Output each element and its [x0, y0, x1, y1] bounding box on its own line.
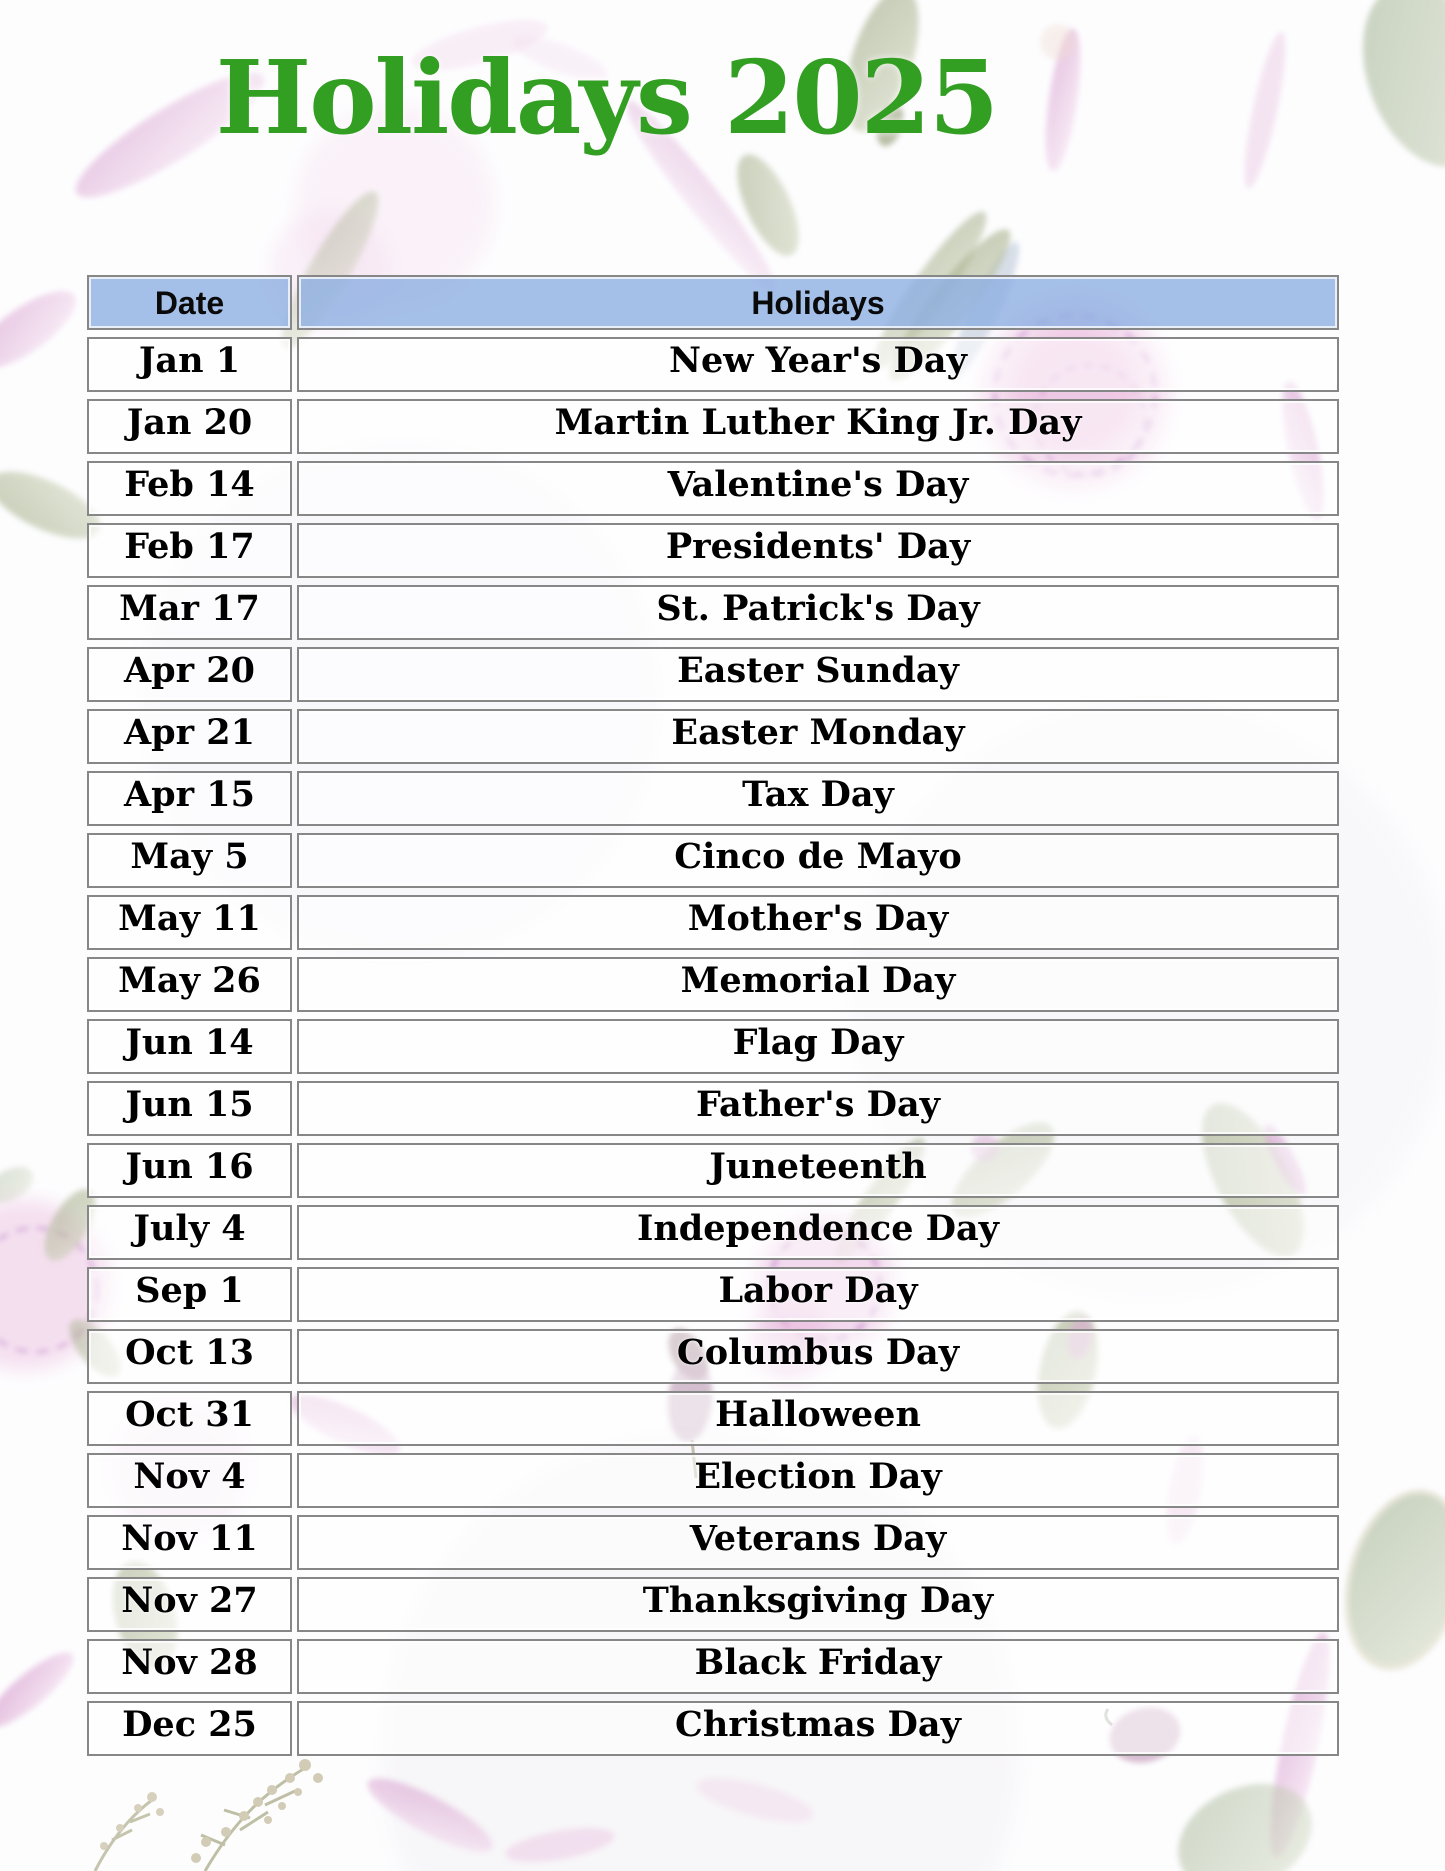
holiday-cell: Memorial Day: [297, 957, 1339, 1012]
date-cell: Apr 20: [87, 647, 292, 702]
holiday-cell: Presidents' Day: [297, 523, 1339, 578]
table-row: [87, 1267, 1339, 1322]
date-cell: July 4: [87, 1205, 292, 1260]
date-cell: Feb 17: [87, 523, 292, 578]
table-row: [87, 1391, 1339, 1446]
date-cell: Feb 14: [87, 461, 292, 516]
holiday-cell: Thanksgiving Day: [297, 1577, 1339, 1632]
table-row: [87, 1577, 1339, 1632]
date-cell: May 11: [87, 895, 292, 950]
holiday-cell: Mother's Day: [297, 895, 1339, 950]
holidays-table: [87, 275, 1339, 1763]
table-row: [87, 523, 1339, 578]
page-title: Holidays 2025: [215, 38, 998, 157]
holiday-cell: St. Patrick's Day: [297, 585, 1339, 640]
table-row: [87, 709, 1339, 764]
holiday-cell: New Year's Day: [297, 337, 1339, 392]
holidays-column-header: Holidays: [297, 275, 1339, 330]
table-row: [87, 1515, 1339, 1570]
holiday-cell: Cinco de Mayo: [297, 833, 1339, 888]
holiday-cell: Labor Day: [297, 1267, 1339, 1322]
petal: [0, 278, 87, 383]
petal: [0, 1642, 82, 1737]
date-cell: Oct 13: [87, 1329, 292, 1384]
date-cell: Jun 15: [87, 1081, 292, 1136]
table-header-row: [87, 275, 1339, 330]
table-row: [87, 399, 1339, 454]
holiday-cell: Easter Monday: [297, 709, 1339, 764]
date-cell: Jan 1: [87, 337, 292, 392]
table-row: [87, 1081, 1339, 1136]
petal: [1237, 29, 1294, 190]
table-row: [87, 1453, 1339, 1508]
date-cell: Jun 16: [87, 1143, 292, 1198]
leaf: [1339, 0, 1445, 185]
table-row: [87, 771, 1339, 826]
date-cell: Nov 4: [87, 1453, 292, 1508]
holiday-cell: Tax Day: [297, 771, 1339, 826]
holiday-cell: Martin Luther King Jr. Day: [297, 399, 1339, 454]
date-cell: Oct 31: [87, 1391, 292, 1446]
date-column-header: Date: [87, 275, 292, 330]
date-cell: Nov 27: [87, 1577, 292, 1632]
seed-sprig: [95, 1792, 164, 1871]
holiday-cell: Juneteenth: [297, 1143, 1339, 1198]
holiday-cell: Flag Day: [297, 1019, 1339, 1074]
holiday-cell: Father's Day: [297, 1081, 1339, 1136]
table-row: [87, 1639, 1339, 1694]
date-cell: Dec 25: [87, 1701, 292, 1756]
holiday-cell: Easter Sunday: [297, 647, 1339, 702]
date-cell: Apr 15: [87, 771, 292, 826]
date-cell: Mar 17: [87, 585, 292, 640]
table-row: [87, 585, 1339, 640]
holiday-cell: Veterans Day: [297, 1515, 1339, 1570]
table-row: [87, 1205, 1339, 1260]
date-cell: May 5: [87, 833, 292, 888]
holiday-cell: Halloween: [297, 1391, 1339, 1446]
table-row: [87, 1019, 1339, 1074]
date-cell: Sep 1: [87, 1267, 292, 1322]
table-row: [87, 1143, 1339, 1198]
date-cell: Nov 28: [87, 1639, 292, 1694]
table-row: [87, 895, 1339, 950]
date-cell: Jan 20: [87, 399, 292, 454]
holiday-cell: Columbus Day: [297, 1329, 1339, 1384]
seed-sprig: [191, 1759, 323, 1871]
holiday-cell: Valentine's Day: [297, 461, 1339, 516]
table-body: [87, 337, 1339, 1756]
table-row: [87, 1329, 1339, 1384]
holiday-cell: Christmas Day: [297, 1701, 1339, 1756]
table-row: [87, 833, 1339, 888]
holiday-cell: Election Day: [297, 1453, 1339, 1508]
date-cell: Nov 11: [87, 1515, 292, 1570]
table-row: [87, 647, 1339, 702]
date-cell: May 26: [87, 957, 292, 1012]
holiday-cell: Independence Day: [297, 1205, 1339, 1260]
table-row: [87, 957, 1339, 1012]
table-row: [87, 337, 1339, 392]
table-row: [87, 1701, 1339, 1756]
date-cell: Jun 14: [87, 1019, 292, 1074]
holiday-cell: Black Friday: [297, 1639, 1339, 1694]
date-cell: Apr 21: [87, 709, 292, 764]
table-row: [87, 461, 1339, 516]
